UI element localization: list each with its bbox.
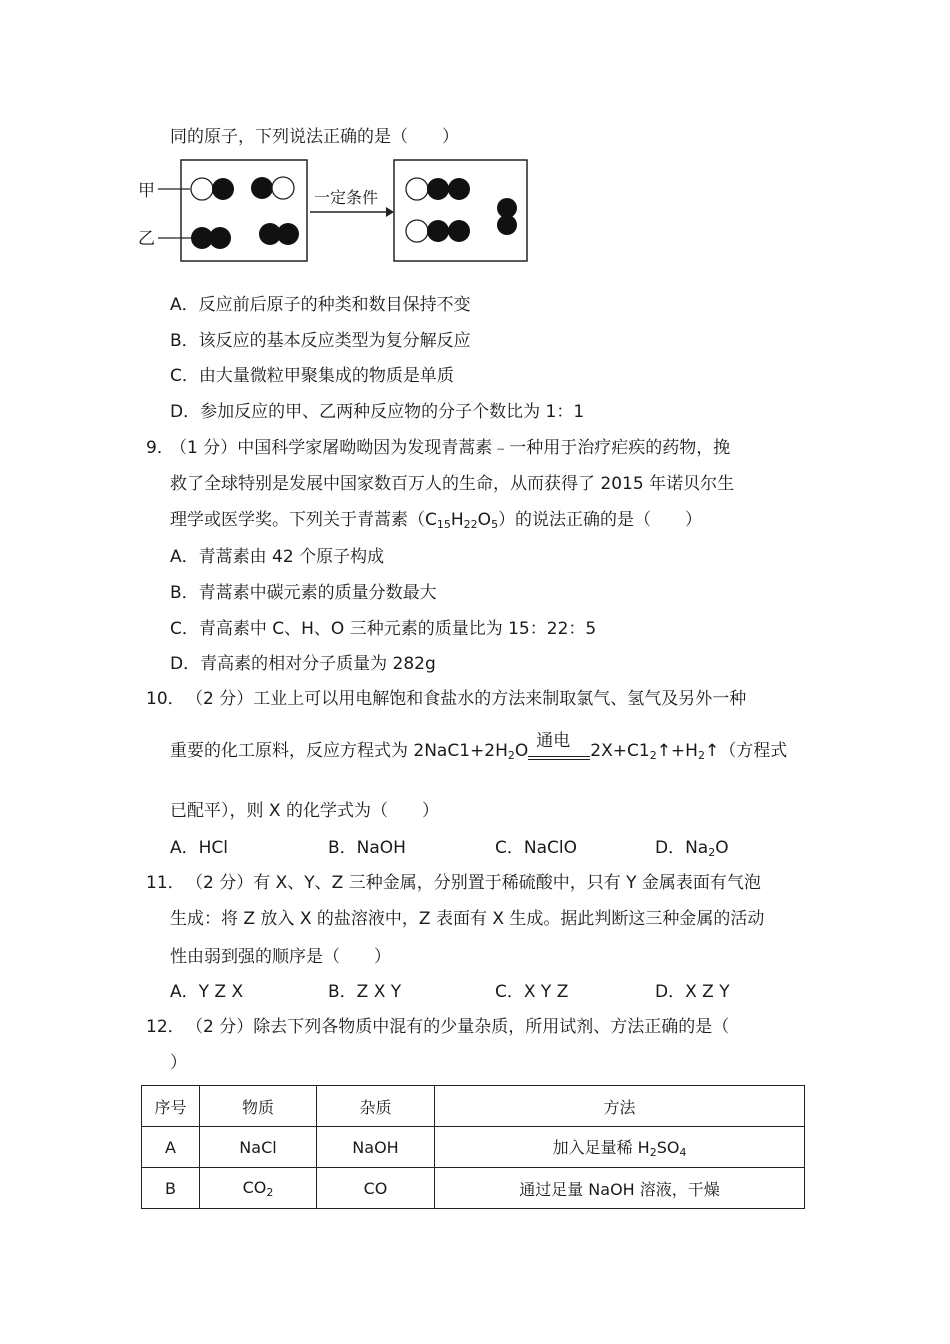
molecule-jia-2 <box>251 177 294 199</box>
q9-number: 9． <box>146 438 174 458</box>
q8-option-c[interactable]: C．由大量微粒甲聚集成的物质是单质 <box>170 366 454 386</box>
q10-equation-line: 重要的化工原料，反应方程式为 $2NaC1+2H_2O$ 通电 $2X+C1_2↑+H_2↑$（方程式 <box>170 731 788 762</box>
molecule-jia-1 <box>191 178 234 200</box>
q11-option-c[interactable]: C．X Y Z <box>495 982 569 1002</box>
q10-option-c[interactable]: C．NaClO <box>495 838 577 858</box>
q8-stem-tail: 同的原子，下列说法正确的是（ ） <box>170 127 459 147</box>
q10-option-b[interactable]: B．NaOH <box>328 838 406 858</box>
label-jia: 甲 <box>138 181 155 201</box>
q11-option-d[interactable]: D．X Z Y <box>655 982 730 1002</box>
q12-number: 12． <box>146 1017 185 1037</box>
q8-option-b[interactable]: B．该反应的基本反应类型为复分解反应 <box>170 331 471 351</box>
table-row <box>142 1127 805 1168</box>
q11-option-a[interactable]: A．Y Z X <box>170 982 244 1002</box>
product-molecule-1 <box>406 178 470 200</box>
product-molecule-3 <box>497 198 517 235</box>
q9-option-d[interactable]: D．青高素的相对分子质量为 282g <box>170 654 436 674</box>
q8-option-d[interactable]: D．参加反应的甲、乙两种反应物的分子个数比为 1：1 <box>170 402 585 422</box>
header-cell: 杂质 <box>317 1086 435 1127</box>
arrow-label: 一定条件 <box>314 188 379 207</box>
header-cell: 序号 <box>142 1086 200 1127</box>
impurity-table <box>141 1085 805 1209</box>
table-header-row <box>142 1086 805 1127</box>
product-molecule-2 <box>406 220 470 242</box>
label-yi: 乙 <box>138 229 155 249</box>
cell-impurity: CO <box>317 1168 435 1209</box>
header-cell: 方法 <box>435 1086 805 1127</box>
cell-substance: NaCl <box>200 1127 317 1168</box>
q9-option-a[interactable]: A．青蒿素由 42 个原子构成 <box>170 547 385 567</box>
cell-substance: $CO_2$ <box>200 1168 317 1209</box>
cell-method: 通过足量 NaOH 溶液，干燥 <box>435 1168 805 1209</box>
cell-method: 加入足量稀 $H_2SO_4$ <box>435 1127 805 1168</box>
q11-line1: （2 分）有 X、Y、Z 三种金属，分别置于稀硫酸中，只有 Y 金属表面有气泡 <box>186 873 761 893</box>
table-row <box>142 1168 805 1209</box>
q11-line2: 生成：将 Z 放入 X 的盐溶液中，Z 表面有 X 生成。据此判断这三种金属的活动 <box>170 909 765 929</box>
reaction-diagram <box>138 158 530 264</box>
q10-option-a[interactable]: A．HCl <box>170 838 229 858</box>
cell-id: B <box>142 1168 200 1209</box>
header-cell: 物质 <box>200 1086 317 1127</box>
cell-impurity: NaOH <box>317 1127 435 1168</box>
q9-option-b[interactable]: B．青蒿素中碳元素的质量分数最大 <box>170 583 437 603</box>
q9-option-c[interactable]: C．青高素中 C、H、O 三种元素的质量比为 15：22：5 <box>170 619 597 639</box>
cell-id: A <box>142 1127 200 1168</box>
q10-number: 10． <box>146 689 185 709</box>
q10-line3: 已配平），则 X 的化学式为（ ） <box>170 801 439 821</box>
q10-option-d[interactable]: D．$Na_2O$ <box>655 838 729 859</box>
q11-number: 11． <box>146 873 185 893</box>
electrolysis-arrow: 通电 <box>528 740 590 762</box>
q10-line1: （2 分）工业上可以用电解饱和食盐水的方法来制取氯气、氢气及另外一种 <box>186 689 747 709</box>
q9-line3: 理学或医学奖。下列关于青蒿素$(C_{15}H_{22}O_5)$的说法正确的是（ ） <box>170 510 703 531</box>
q11-option-b[interactable]: B．Z X Y <box>328 982 402 1002</box>
q9-line1: （1 分）中国科学家屠呦呦因为发现青蒿素﹣一种用于治疗疟疾的药物，挽 <box>170 438 731 458</box>
q8-option-a[interactable]: A．反应前后原子的种类和数目保持不变 <box>170 295 471 315</box>
molecule-yi-2 <box>259 223 299 245</box>
q12-line1: （2 分）除去下列各物质中混有的少量杂质，所用试剂、方法正确的是（ <box>186 1017 730 1037</box>
q12-line2: ） <box>170 1053 187 1073</box>
molecule-yi-1 <box>191 227 231 249</box>
q11-line3: 性由弱到强的顺序是（ ） <box>170 947 391 967</box>
q9-line2: 救了全球特别是发展中国家数百万人的生命，从而获得了 2015 年诺贝尔生 <box>170 474 735 494</box>
